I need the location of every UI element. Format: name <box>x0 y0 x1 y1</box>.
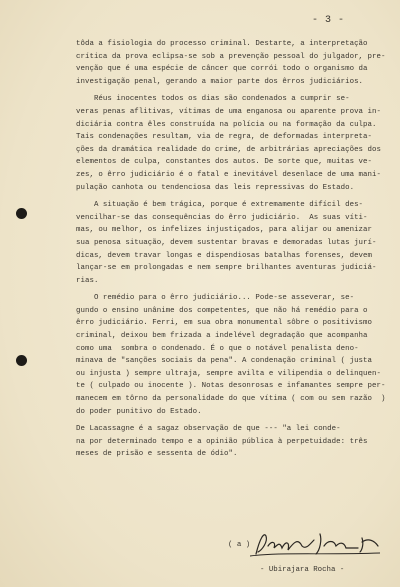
signature-name: - Ubirajara Rocha - <box>260 566 345 574</box>
binder-hole <box>16 355 27 366</box>
text-line: minava de "sanções sociais da pena". A condenação criminal ( justa <box>76 357 373 366</box>
text-line: venção que é uma espécie de câncer que corrói todo o organismo da <box>76 65 368 74</box>
text-line: De Lacassagne é a sagaz observação de que --- "a lei conde- <box>76 425 341 434</box>
text-line: gundo o ensino unânime dos competentes, que não há remédio para o <box>76 306 368 315</box>
text-line: lançar-se em prolongadas e nem sempre brilhantes aventuras judiciá- <box>76 264 377 273</box>
text-line: rias. <box>76 276 99 285</box>
text-line: meses de prisão e sessenta de ódio". <box>76 450 238 459</box>
text-line: êrro judiciário. Ferri, em sua obra monumental sôbre o positivismo <box>76 319 373 328</box>
binder-hole <box>16 208 27 219</box>
handwritten-signature <box>250 528 390 558</box>
text-line: vencilhar-se das consequências do êrro judiciário. As suas víti- <box>76 213 368 222</box>
text-line: dicas, devem travar longas e dispendiosas batalhas forenses, devem <box>76 251 373 260</box>
text-line: tôda a fisiologia do processo criminal. Destarte, a interpretação <box>76 40 368 48</box>
text-line: A situação é bem trágica, porque é extremamente difícil des- <box>76 201 364 210</box>
text-line: ções da dramática realidade do crime, de arbitrárias apreciações dos <box>76 145 381 154</box>
text-line: ou injusta ) sempre ultraja, sempre avilta e vilipendia o delinquen- <box>76 369 381 378</box>
text-line: como uma sombra o condenado. É o que o notável penalista deno- <box>76 344 359 353</box>
page-number: - 3 - <box>312 15 345 26</box>
text-line: do poder punitivo do Estado. <box>76 407 202 416</box>
body-text <box>76 38 394 461</box>
text-line: manecem em tôrno da personalidade do que vítima ( com ou sem razão ) <box>76 395 386 404</box>
text-line: Tais condenações resultam, via de regra, de deformadas interpreta- <box>76 133 373 142</box>
text-line: na por determinado tempo e a opinião pública à perpetuidade: três <box>76 437 368 446</box>
text-line: criminal, deixou bem frizada a indelével degradação que acompanha <box>76 332 368 341</box>
text-line: crítica da prova eclipsa-se sob a prevenção pessoal do julgador, pre- <box>76 52 386 61</box>
text-line: elementos de culpa, constantes dos autos. De sorte que, muitas ve- <box>76 158 373 167</box>
signature-block <box>228 528 398 568</box>
text-line: pulação canhota ou tendenciosa das leis repressivas do Estado. <box>76 183 355 192</box>
text-line: te ( culpado ou inocente ). Notas desonrosas e infamantes sempre per- <box>76 382 386 391</box>
text-line: mas, ou melhor, os infelizes injustiçados, para alijar ou amenizar <box>76 226 373 235</box>
text-line: O remédio para o êrro judiciário... Pode-se asseverar, se- <box>76 294 355 303</box>
text-line: zes, o êrro judiciário é o fatal e inevitável desenlace de uma mani- <box>76 170 381 179</box>
text-line: sua penosa situação, devem sustentar bravas e demoradas lutas jurí- <box>76 238 377 247</box>
text-line: Réus inocentes todos os dias são condenados a cumprir se- <box>76 95 350 104</box>
signature-label: ( a ) <box>228 541 251 549</box>
text-line: investigação penal, gerando a maior parte dos êrros judiciários. <box>76 77 364 86</box>
text-line: diciária contra êles construída na polícia ou na formação da culpa. <box>76 120 377 129</box>
text-line: veras penas aflitivas, vítimas de uma enganosa ou aparente prova in- <box>76 107 381 116</box>
